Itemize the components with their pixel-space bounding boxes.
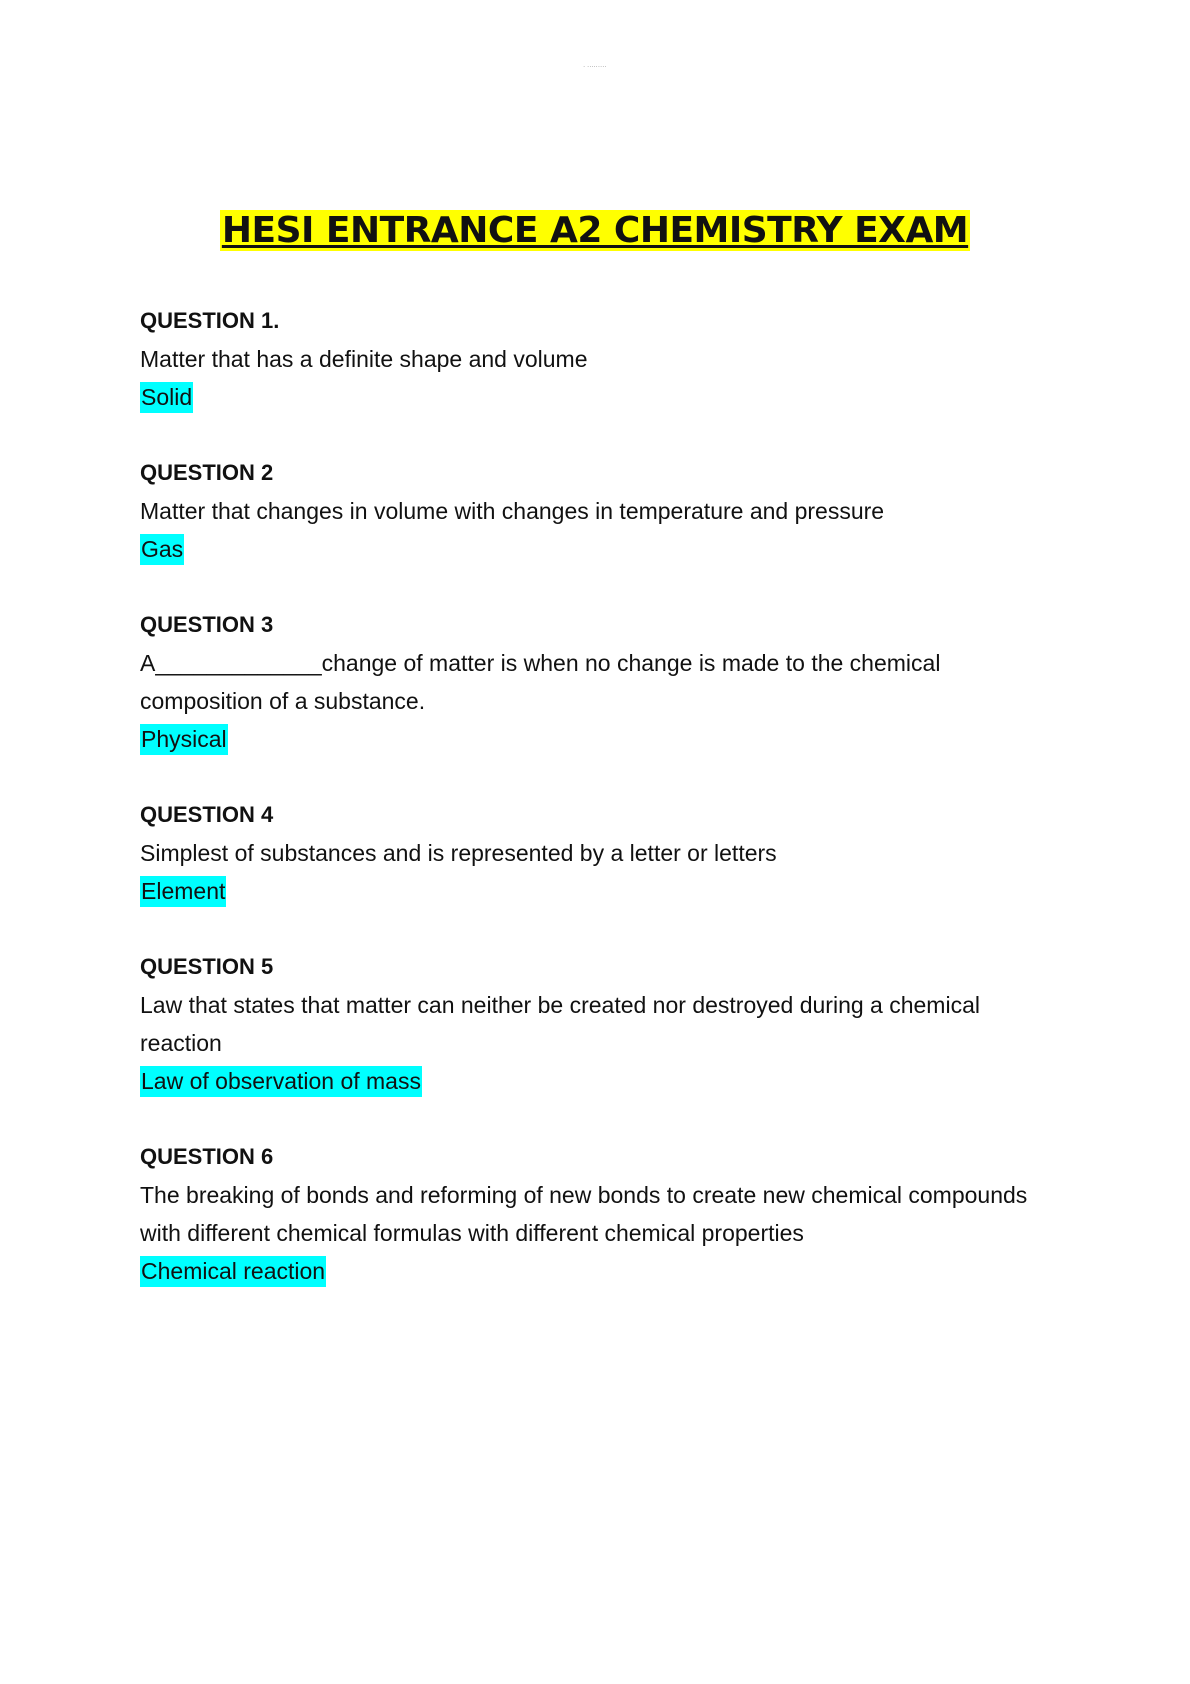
question-list <box>140 302 1040 1328</box>
question-text: Matter that has a definite shape and volume <box>140 346 588 372</box>
question-text: Simplest of substances and is represented by a letter or letters <box>140 840 777 866</box>
answer-highlight: Element <box>140 876 226 907</box>
question-answer <box>140 872 1040 910</box>
answer-highlight: Solid <box>140 382 193 413</box>
document-title-text: HESI ENTRANCE A2 CHEMISTRY EXAM <box>221 210 969 251</box>
question-heading: QUESTION 1. <box>140 308 280 333</box>
question-text: A_____________change of matter is when no change is made to the chemical composition of a substance. <box>140 650 941 714</box>
question-item-6 <box>140 1138 1040 1290</box>
answer-highlight: Gas <box>140 534 184 565</box>
question-item-3 <box>140 606 1040 758</box>
answer-highlight: Law of observation of mass <box>140 1066 422 1097</box>
header-mark: · ········· <box>583 64 607 70</box>
question-text: Matter that changes in volume with changes in temperature and pressure <box>140 498 885 524</box>
question-item-1 <box>140 302 1040 416</box>
question-answer <box>140 720 1040 758</box>
document-title <box>0 210 1190 252</box>
question-heading: QUESTION 4 <box>140 802 274 827</box>
question-heading: QUESTION 2 <box>140 460 274 485</box>
question-item-2 <box>140 454 1040 568</box>
question-answer <box>140 530 1040 568</box>
question-heading: QUESTION 3 <box>140 612 274 637</box>
question-heading: QUESTION 5 <box>140 954 274 979</box>
question-answer <box>140 378 1040 416</box>
question-heading: QUESTION 6 <box>140 1144 274 1169</box>
question-answer <box>140 1062 1040 1100</box>
question-text: The breaking of bonds and reforming of new bonds to create new chemical compounds with different chemical formulas with different chemical properties <box>140 1182 1028 1246</box>
question-item-5 <box>140 948 1040 1100</box>
answer-highlight: Physical <box>140 724 228 755</box>
question-text: Law that states that matter can neither be created nor destroyed during a chemical reaction <box>140 992 980 1056</box>
answer-highlight: Chemical reaction <box>140 1256 326 1287</box>
question-answer <box>140 1252 1040 1290</box>
question-item-4 <box>140 796 1040 910</box>
